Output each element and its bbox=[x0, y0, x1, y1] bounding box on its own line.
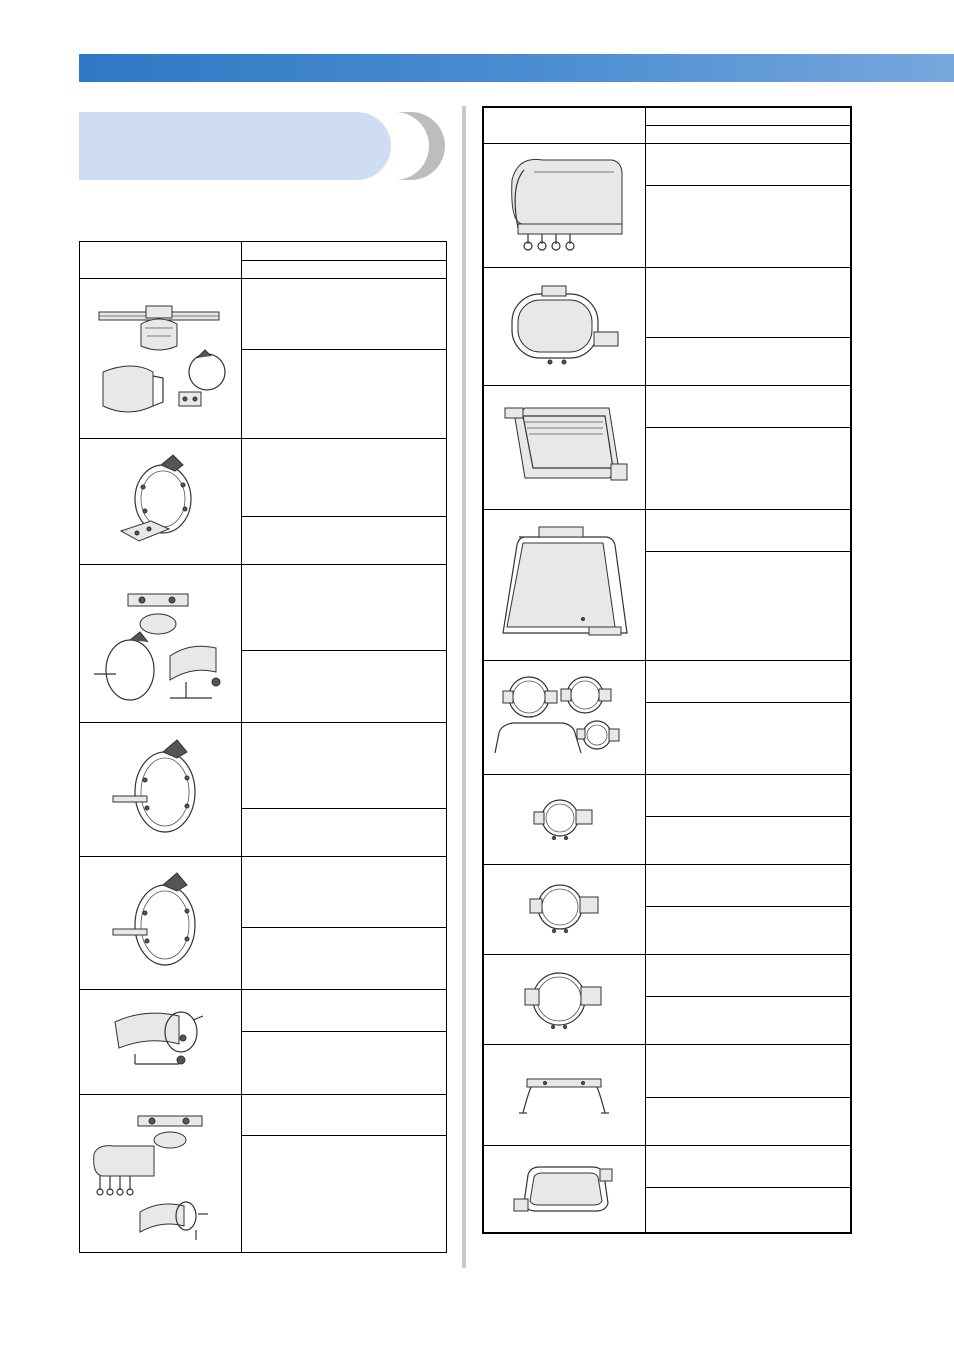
frame-holder-icon bbox=[509, 1065, 619, 1125]
table-row bbox=[80, 439, 447, 517]
frame-image-cell bbox=[80, 990, 242, 1095]
frame-image-cell bbox=[80, 565, 242, 723]
round-frame-small-icon bbox=[514, 784, 614, 854]
table-row bbox=[483, 509, 851, 551]
frame-description bbox=[242, 723, 447, 809]
frame-set-combo-icon bbox=[86, 1104, 236, 1244]
frame-note bbox=[242, 1136, 447, 1253]
table-row bbox=[483, 1044, 851, 1097]
table-row bbox=[483, 864, 851, 906]
frame-note bbox=[645, 906, 851, 954]
page-header-band bbox=[79, 54, 954, 82]
frame-image-cell bbox=[80, 439, 242, 565]
frame-description bbox=[645, 864, 851, 906]
wide-cap-frame-icon bbox=[101, 730, 221, 850]
frame-description bbox=[242, 279, 447, 350]
table-row bbox=[80, 723, 447, 809]
table-row bbox=[483, 267, 851, 337]
frame-note bbox=[645, 1097, 851, 1145]
frame-image-cell bbox=[483, 1044, 645, 1145]
section-title-tab bbox=[79, 112, 445, 180]
header-cell-sub bbox=[645, 125, 851, 143]
frame-note bbox=[645, 185, 851, 267]
frame-description bbox=[645, 774, 851, 816]
frame-description bbox=[645, 1145, 851, 1187]
table-row bbox=[80, 565, 447, 651]
table-row bbox=[483, 660, 851, 702]
frame-image-cell bbox=[483, 143, 645, 267]
frame-description bbox=[645, 267, 851, 337]
header-cell-image bbox=[80, 242, 242, 279]
frame-note bbox=[242, 651, 447, 723]
frame-description bbox=[242, 1095, 447, 1136]
rectangular-hoop-icon bbox=[504, 1149, 624, 1229]
header-cell-name bbox=[242, 242, 447, 261]
frame-image-cell bbox=[80, 1095, 242, 1253]
table-row bbox=[80, 990, 447, 1032]
frame-image-cell bbox=[483, 385, 645, 509]
frame-note bbox=[645, 337, 851, 385]
frame-description bbox=[242, 990, 447, 1032]
frame-image-cell bbox=[80, 723, 242, 857]
frame-note bbox=[242, 350, 447, 439]
frame-image-cell bbox=[483, 509, 645, 660]
frame-image-cell bbox=[483, 954, 645, 1044]
frame-note bbox=[645, 551, 851, 660]
frame-note bbox=[645, 996, 851, 1044]
frame-description bbox=[645, 143, 851, 185]
frame-image-cell bbox=[483, 267, 645, 385]
table-row bbox=[483, 774, 851, 816]
oval-hoop-icon bbox=[494, 276, 634, 376]
frame-note bbox=[645, 1187, 851, 1233]
frame-note bbox=[645, 427, 851, 509]
frame-image-cell bbox=[483, 660, 645, 774]
round-frame-medium-icon bbox=[514, 869, 614, 949]
cap-frame-icon bbox=[101, 447, 221, 557]
frame-table-left bbox=[79, 241, 447, 1253]
round-frame-large-icon bbox=[509, 959, 619, 1039]
frame-note bbox=[242, 809, 447, 857]
frame-note bbox=[242, 517, 447, 565]
large-square-frame-icon bbox=[489, 515, 639, 655]
tab-background bbox=[79, 112, 391, 180]
frame-image-cell bbox=[80, 279, 242, 439]
header-cell-sub bbox=[242, 261, 447, 279]
table-row bbox=[483, 954, 851, 996]
table-row bbox=[483, 143, 851, 185]
cylinder-frame-set-icon bbox=[86, 574, 236, 714]
cap-frame-set-icon bbox=[91, 294, 231, 424]
table-row bbox=[80, 279, 447, 350]
table-row bbox=[483, 385, 851, 427]
frame-description bbox=[645, 1044, 851, 1097]
frame-table-right bbox=[482, 106, 852, 1234]
frame-image-cell bbox=[483, 1145, 645, 1233]
table-row bbox=[80, 857, 447, 928]
border-frame-icon bbox=[494, 150, 634, 260]
frame-image-cell bbox=[483, 774, 645, 864]
round-frame-set-icon bbox=[489, 667, 639, 767]
frame-description bbox=[242, 565, 447, 651]
long-rectangular-frame-icon bbox=[489, 392, 639, 502]
frame-description bbox=[645, 954, 851, 996]
table-row bbox=[483, 1145, 851, 1187]
column-divider bbox=[462, 106, 466, 1268]
frame-description bbox=[242, 857, 447, 928]
frame-note bbox=[645, 816, 851, 864]
header-cell-name bbox=[645, 107, 851, 125]
cap-frame-large-icon bbox=[101, 863, 221, 983]
frame-note bbox=[242, 1032, 447, 1095]
frame-note bbox=[645, 702, 851, 774]
frame-description bbox=[645, 660, 851, 702]
frame-description bbox=[645, 385, 851, 427]
table-row bbox=[80, 1095, 447, 1136]
frame-note bbox=[242, 928, 447, 990]
frame-image-cell bbox=[80, 857, 242, 990]
frame-description bbox=[645, 509, 851, 551]
frame-image-cell bbox=[483, 864, 645, 954]
frame-description bbox=[242, 439, 447, 517]
header-cell-image bbox=[483, 107, 645, 143]
cylinder-frame-icon bbox=[101, 1002, 221, 1082]
